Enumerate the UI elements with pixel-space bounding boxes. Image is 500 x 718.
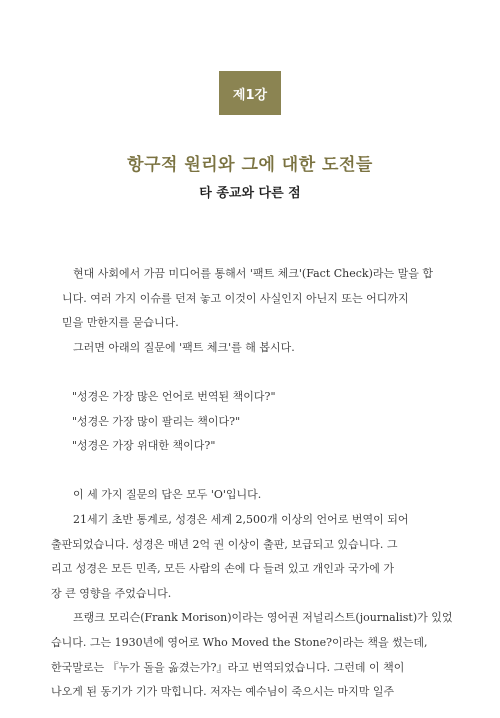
body-text [51, 262, 453, 705]
paragraph-intro [62, 262, 442, 336]
text-line: 믿을 만한지를 묻습니다. [62, 316, 179, 330]
chapter-title: 항구적 원리와 그에 대한 도전들 [127, 155, 373, 175]
text-line: 21세기 초반 통계로, 성경은 세계 2,500개 이상의 언어로 번역이 되어 [73, 512, 409, 526]
chapter-subtitle: 타 종교와 다른 점 [199, 186, 301, 201]
paragraph-statistics [51, 508, 442, 606]
paragraph-fact-check: 그러면 아래의 질문에 '팩트 체크'를 해 봅시다. [73, 340, 295, 354]
text-line: 출판되었습니다. 성경은 매년 2억 권 이상이 출판, 보급되고 있습니다. 그 [51, 537, 398, 551]
lesson-badge-label: 제1강 [232, 87, 268, 103]
text-line: 리고 성경은 모든 민족, 모든 사람의 손에 다 들려 있고 개인과 국가에 가 [51, 562, 394, 576]
text-line: 니다. 여러 가지 이슈를 던져 놓고 이것이 사실인지 아닌지 또는 어디까지 [62, 291, 409, 305]
text-line: 나오게 된 동기가 기가 막힙니다. 저자는 예수님이 죽으시는 마지막 일주 [51, 685, 395, 699]
quote-line: "성경은 가장 많은 언어로 번역된 책이다?" [72, 389, 276, 403]
text-line: 장 큰 영향을 주었습니다. [51, 586, 172, 600]
text-line: 현대 사회에서 가끔 미디어를 통해서 '팩트 체크'(Fact Check)라는 말을 합 [73, 267, 433, 280]
lesson-badge [219, 71, 281, 115]
quote-line: "성경은 가장 위대한 책이다?" [72, 439, 216, 453]
quote-line: "성경은 가장 많이 팔리는 책이다?" [72, 414, 241, 428]
paragraph-answer: 이 세 가지 질문의 답은 모두 'O'입니다. [73, 488, 262, 502]
text-line: 한국말로는 『누가 돌을 옮겼는가?』라고 번역되었습니다. 그런데 이 책이 [51, 660, 405, 674]
text-line: 프랭크 모리슨(Frank Morison)이라는 영어권 저널리스트(journalist)가 있었 [73, 611, 453, 625]
paragraph-morison [51, 606, 453, 704]
text-line: 습니다. 그는 1930년에 영어로 Who Moved the Stone?이라는 책을 썼는데, [51, 635, 428, 649]
